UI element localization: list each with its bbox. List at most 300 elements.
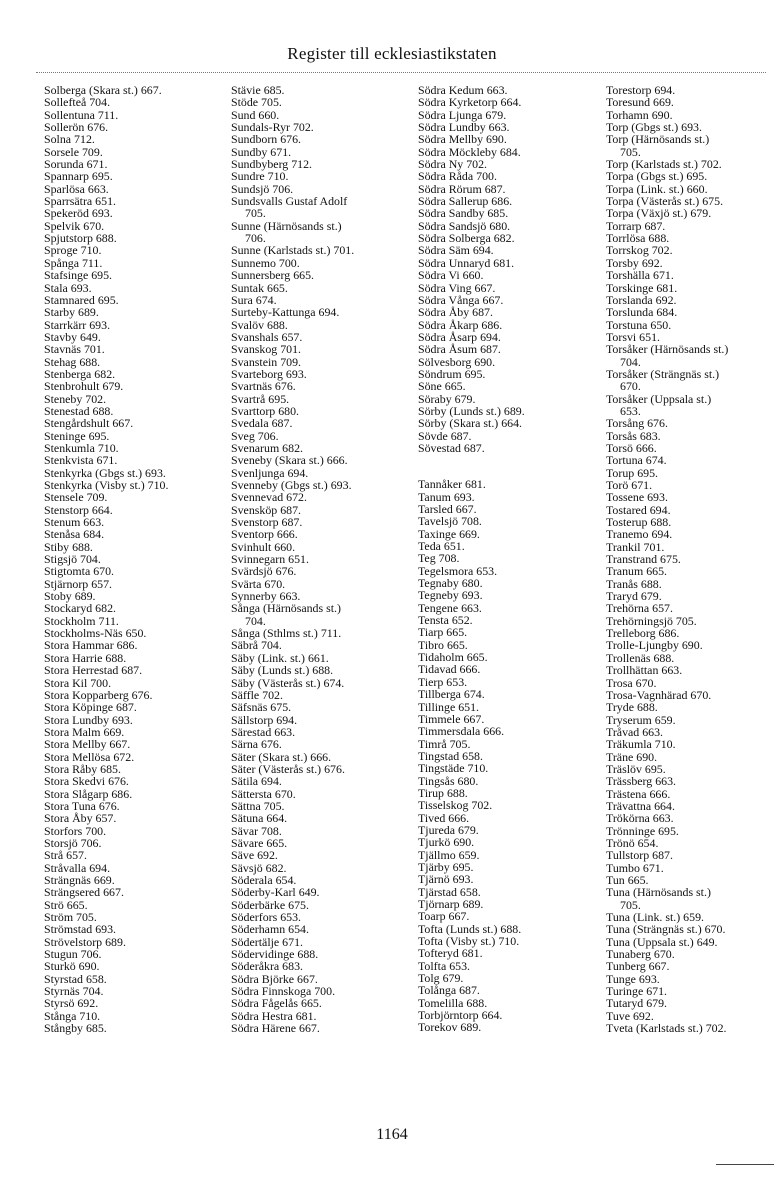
index-entry: Tveta (Karlstads st.) 702. <box>606 1021 727 1036</box>
index-entry: Svinhult 660. <box>231 539 296 554</box>
index-entry: Stenkumla 710. <box>44 440 119 455</box>
index-entry: Trehörna 657. <box>606 601 673 616</box>
index-entry: Söraby 679. <box>418 391 476 406</box>
index-entry: Stora Mellösa 672. <box>44 749 135 764</box>
index-entry: Tjörnarp 689. <box>418 897 484 911</box>
index-entry: Tannåker 681. <box>418 477 486 492</box>
index-entry: 706. <box>245 231 266 246</box>
index-entry: Tingsås 680. <box>418 773 479 788</box>
index-entry: Stora Mellby 667. <box>44 737 131 752</box>
index-entry: Sundsvalls Gustaf Adolf <box>231 194 348 209</box>
index-entry: Tjärnö 693. <box>418 872 474 887</box>
index-entry: Södra Kedum 663. <box>418 83 508 97</box>
index-entry: Tillberga 674. <box>418 687 485 702</box>
index-entry: Södra Råda 700. <box>418 169 497 184</box>
index-entry: Stoby 689. <box>44 589 96 604</box>
index-entry: Tidaholm 665. <box>418 650 488 665</box>
index-entry: Södra Mellby 690. <box>418 132 507 147</box>
index-entry: Stora Köpinge 687. <box>44 700 137 715</box>
index-entry: Stenberga 682. <box>44 366 116 381</box>
index-entry: Tisselskog 702. <box>418 798 493 813</box>
footer-rule <box>716 1164 774 1165</box>
index-entry: Stora Råby 685. <box>44 761 121 776</box>
index-entry: 704. <box>245 613 266 628</box>
index-entry: Tingstad 658. <box>418 748 483 763</box>
index-entry: Tegelsmora 653. <box>418 563 498 578</box>
index-entry: Sturkö 690. <box>44 959 100 974</box>
index-entry: Sävare 665. <box>231 835 288 850</box>
index-entry: Tråvad 663. <box>606 724 664 739</box>
index-entry: Svanshals 657. <box>231 329 303 344</box>
index-entry: Säfsnäs 675. <box>231 700 292 715</box>
index-entry: Sånga (Sthlms st.) 711. <box>231 626 342 641</box>
index-entry: Sävar 708. <box>231 823 282 838</box>
index-entry: Stamnared 695. <box>44 292 119 307</box>
index-entry: Svennevad 672. <box>231 490 307 505</box>
index-entry: Starby 689. <box>44 305 99 320</box>
index-entry: Svanstein 709. <box>231 354 302 369</box>
index-entry: Södra Sandsjö 680. <box>418 218 511 233</box>
index-entry: Södra Vi 660. <box>418 268 484 283</box>
index-entry: Torsåker (Strängnäs st.) <box>606 366 720 381</box>
index-entry: Sventorp 666. <box>231 527 298 542</box>
index-entry: Södra Hestra 681. <box>231 1008 317 1023</box>
index-entry: Sund 660. <box>231 107 280 122</box>
index-entry: Torsåker (Härnösands st.) <box>606 342 729 357</box>
index-entry: 705. <box>620 144 641 159</box>
index-entry: Tostared 694. <box>606 502 671 517</box>
index-entry: Tranås 688. <box>606 576 662 591</box>
index-entry: Svinnegarn 651. <box>231 552 309 567</box>
index-entry: Stöde 705. <box>231 95 282 110</box>
index-entry: Torpa (Link. st.) 660. <box>606 181 708 196</box>
index-entry: Sundsjö 706. <box>231 181 294 196</box>
index-entry: Södra Ljunga 679. <box>418 107 507 122</box>
page-number: 1164 <box>376 1126 408 1143</box>
index-entry: Trankil 701. <box>606 539 665 554</box>
index-entry: Stora Kil 700. <box>44 675 112 690</box>
index-entry: Sättna 705. <box>231 798 285 813</box>
index-entry: Säby (Lunds st.) 688. <box>231 663 334 678</box>
index-entry: Trollhättan 663. <box>606 663 683 678</box>
index-entry: Solberga (Skara st.) 667. <box>44 83 162 97</box>
index-entry: Tortuna 674. <box>606 453 667 468</box>
index-entry: Tunge 693. <box>606 971 660 986</box>
index-entry: Tranum 665. <box>606 564 668 579</box>
index-entry: Teg 708. <box>418 551 460 566</box>
index-entry: Svenljunga 694. <box>231 465 309 480</box>
index-entry: Sätuna 664. <box>231 811 288 826</box>
index-entry: Taxinge 669. <box>418 526 480 541</box>
index-entry: Sproge 710. <box>44 243 102 258</box>
index-entry: Strå 657. <box>44 848 87 863</box>
index-entry: Tumbo 671. <box>606 860 664 875</box>
index-entry: Sollefteå 704. <box>44 95 111 110</box>
index-entry: Steninge 695. <box>44 428 110 443</box>
index-entry: Sörby (Lunds st.) 689. <box>418 403 525 418</box>
index-entry: Stjärnorp 657. <box>44 576 113 591</box>
index-column-4 <box>606 84 770 1034</box>
index-entry: Torstuna 650. <box>606 317 672 332</box>
index-entry: Stora Lundby 693. <box>44 712 133 727</box>
index-entry: Säby (Västerås st.) 674. <box>231 675 345 690</box>
index-entry: Sävsjö 682. <box>231 860 287 875</box>
index-entry: Söderåkra 683. <box>231 959 303 974</box>
index-entry: Söderala 654. <box>231 873 297 887</box>
index-entry: Tossene 693. <box>606 490 668 505</box>
index-entry: Tingstäde 710. <box>418 761 489 776</box>
index-entry: Tuna (Strängnäs st.) 670. <box>606 922 726 937</box>
index-entry: Torhamn 690. <box>606 107 673 122</box>
index-entry: Tuna (Link. st.) 659. <box>606 910 704 925</box>
index-entry: Stiby 688. <box>44 539 93 554</box>
index-entry: Trollenäs 688. <box>606 650 675 665</box>
index-entry: Tryde 688. <box>606 700 658 715</box>
index-entry: Suntak 665. <box>231 280 288 295</box>
index-entry: Torrlösa 688. <box>606 231 670 246</box>
index-entry: Tofteryd 681. <box>418 946 483 961</box>
index-entry: Trökörna 663. <box>606 811 674 826</box>
index-entry: Trönö 654. <box>606 835 659 850</box>
index-entry: Svensköp 687. <box>231 502 302 517</box>
index-entry: Södra Ving 667. <box>418 280 496 295</box>
index-entry: Stenkvista 671. <box>44 453 118 468</box>
index-entry: Torrarp 687. <box>606 218 666 233</box>
index-entry: Timmele 667. <box>418 711 485 726</box>
index-entry: Tun 665. <box>606 873 649 887</box>
index-entry: Torpa (Gbgs st.) 695. <box>606 169 708 184</box>
index-entry: Svartnäs 676. <box>231 379 296 394</box>
index-entry: Södra Vånga 667. <box>418 292 504 307</box>
index-entry: Torestorp 694. <box>606 83 676 97</box>
index-entry: Södra Härene 667. <box>231 1021 320 1036</box>
index-entry: Sällstorp 694. <box>231 712 298 727</box>
index-entry: Sveneby (Skara st.) 666. <box>231 453 348 468</box>
index-entry: Söderby-Karl 649. <box>231 885 320 900</box>
index-entry: Svenneby (Gbgs st.) 693. <box>231 478 352 492</box>
index-entry: Strömstad 693. <box>44 922 117 937</box>
index-entry: Teda 651. <box>418 539 465 554</box>
index-entry: Svedala 687. <box>231 416 293 431</box>
index-entry: Styrsö 692. <box>44 996 99 1011</box>
index-entry: Sörby (Skara st.) 664. <box>418 416 523 431</box>
index-entry: Svalöv 688. <box>231 317 288 332</box>
index-entry: Tanum 693. <box>418 489 475 504</box>
index-entry: Styrnäs 704. <box>44 984 104 999</box>
index-entry: Torskinge 681. <box>606 280 678 295</box>
index-entry: Sunne (Härnösands st.) <box>231 218 342 233</box>
index-entry: Svenstorp 687. <box>231 515 303 530</box>
index-entry: Södra Åby 687. <box>418 305 493 320</box>
index-entry: Tuna (Härnösands st.) <box>606 885 711 900</box>
header-rule <box>36 72 766 73</box>
index-entry: Sölvesborg 690. <box>418 354 496 369</box>
index-entry: Svartrå 695. <box>231 391 290 406</box>
index-entry: Stafsinge 695. <box>44 268 113 283</box>
index-entry: Söderbärke 675. <box>231 897 309 912</box>
index-entry: Tunberg 667. <box>606 959 670 974</box>
index-entry: Stenstorp 664. <box>44 502 113 517</box>
index-entry: Synnerby 663. <box>231 589 301 604</box>
index-entry: Södra Sallerup 686. <box>418 194 513 209</box>
index-entry: Sollentuna 711. <box>44 107 119 122</box>
index-entry: Torp (Gbgs st.) 693. <box>606 120 702 135</box>
index-entry: Träne 690. <box>606 749 658 764</box>
index-entry: Spannarp 695. <box>44 169 113 184</box>
index-entry: Torsång 676. <box>606 416 668 431</box>
index-entry: Strängnäs 669. <box>44 873 115 887</box>
index-entry: Södra Sandby 685. <box>418 206 509 221</box>
index-entry: Torbjörntorp 664. <box>418 1008 503 1023</box>
index-entry: Stockholms-Näs 650. <box>44 626 147 641</box>
index-entry: 705. <box>620 897 641 912</box>
index-entry: Södra Unnaryd 681. <box>418 255 515 270</box>
index-entry: Tibro 665. <box>418 637 468 652</box>
index-entry: Spekeröd 693. <box>44 206 113 221</box>
index-entry: Stengårdshult 667. <box>44 416 134 431</box>
index-entry: 704. <box>620 354 641 369</box>
index-entry: Toarp 667. <box>418 909 470 924</box>
index-entry: Tomelilla 688. <box>418 995 488 1010</box>
index-entry: Strängsered 667. <box>44 885 124 900</box>
index-entry: Sätila 694. <box>231 774 282 789</box>
index-entry: Stora Slågarp 686. <box>44 786 133 801</box>
section-gap <box>418 454 600 478</box>
index-entry: Strö 665. <box>44 897 88 912</box>
index-entry: Tjällmo 659. <box>418 847 480 862</box>
index-entry: Tjureda 679. <box>418 822 479 837</box>
index-entry: Sunne (Karlstads st.) 701. <box>231 243 355 258</box>
index-entry: Södra Finnskoga 700. <box>231 984 336 999</box>
index-entry: Torshälla 671. <box>606 268 674 283</box>
index-entry: Tolfta 653. <box>418 958 471 973</box>
index-entry: Trästena 666. <box>606 786 671 801</box>
index-column-1 <box>44 84 226 1034</box>
index-entry: Stora Herrestad 687. <box>44 663 143 678</box>
index-entry: Trehörningsjö 705. <box>606 613 697 628</box>
index-entry: Södra Åkarp 686. <box>418 317 503 332</box>
index-entry: Tjurkö 690. <box>418 835 475 850</box>
index-entry: Torrskog 702. <box>606 243 673 258</box>
index-entry: Traryd 679. <box>606 589 662 604</box>
index-entry: Sorsele 709. <box>44 144 103 159</box>
index-entry: Sollerön 676. <box>44 120 109 135</box>
index-entry: Säffle 702. <box>231 687 283 702</box>
index-entry: 670. <box>620 379 641 394</box>
index-entry: Stora Kopparberg 676. <box>44 687 153 702</box>
index-entry: Torekov 689. <box>418 1020 482 1035</box>
index-entry: Sundborn 676. <box>231 132 302 147</box>
index-entry: Stigsjö 704. <box>44 552 101 567</box>
index-entry: Särestad 663. <box>231 724 296 739</box>
index-entry: Sövde 687. <box>418 428 472 443</box>
index-entry: Surteby-Kattunga 694. <box>231 305 340 320</box>
index-column-2 <box>231 84 413 1034</box>
index-entry: Torsö 666. <box>606 440 657 455</box>
index-entry: Spånga 711. <box>44 255 103 270</box>
index-entry: Trelleborg 686. <box>606 626 680 641</box>
index-entry: Spelvik 670. <box>44 218 105 233</box>
index-entry: Sundby 671. <box>231 144 292 159</box>
index-entry: Torslunda 684. <box>606 305 678 320</box>
index-entry: Trässberg 663. <box>606 774 677 789</box>
index-entry: Torsåker (Uppsala st.) <box>606 391 712 406</box>
index-entry: Stora Skedvi 676. <box>44 774 129 789</box>
index-entry: Strövelstorp 689. <box>44 934 126 949</box>
index-entry: Stångby 685. <box>44 1021 107 1036</box>
index-entry: Stenkyrka (Visby st.) 710. <box>44 478 169 492</box>
index-entry: Sättersta 670. <box>231 786 296 801</box>
index-entry: Stavby 649. <box>44 329 101 344</box>
index-entry: Södra Solberga 682. <box>418 231 515 246</box>
index-entry: Tunaberg 670. <box>606 947 675 962</box>
index-entry: Tosterup 688. <box>606 515 672 530</box>
index-entry: Säby (Link. st.) 661. <box>231 650 329 665</box>
index-entry: Tived 666. <box>418 810 470 825</box>
index-entry: Stugun 706. <box>44 947 102 962</box>
index-entry: Tolg 679. <box>418 971 464 986</box>
index-entry: Söderhamn 654. <box>231 922 309 937</box>
index-entry: Sundre 710. <box>231 169 289 184</box>
index-entry: Stigtomta 670. <box>44 564 115 579</box>
index-entry: Tullstorp 687. <box>606 848 673 863</box>
index-entry: Stehag 688. <box>44 354 101 369</box>
index-entry: Stockholm 711. <box>44 613 119 628</box>
index-entry: Sveg 706. <box>231 428 279 443</box>
index-entry: Torpa (Västerås st.) 675. <box>606 194 724 209</box>
index-entry: Stenestad 688. <box>44 403 114 418</box>
index-entry: Starrkärr 693. <box>44 317 111 332</box>
index-entry: Torö 671. <box>606 478 653 492</box>
index-entry: Stora Malm 669. <box>44 724 125 739</box>
index-entry: Södra Lundby 663. <box>418 120 510 135</box>
index-entry: Tillinge 651. <box>418 699 480 714</box>
index-entry: Torsby 692. <box>606 255 663 270</box>
index-entry: Stenbrohult 679. <box>44 379 124 394</box>
index-entry: 705. <box>245 206 266 221</box>
index-entry: Södra Kyrketorp 664. <box>418 95 522 110</box>
index-entry: Södra Åsarp 694. <box>418 329 501 344</box>
index-entry: Timmersdala 666. <box>418 724 505 739</box>
index-entry: Spjutstorp 688. <box>44 231 117 246</box>
index-entry: Stävie 685. <box>231 83 285 97</box>
index-entry: Torpa (Växjö st.) 679. <box>606 206 712 221</box>
index-entry: Tuve 692. <box>606 1008 654 1023</box>
index-entry: Stenkyrka (Gbgs st.) 693. <box>44 465 166 480</box>
index-entry: Svärdsjö 676. <box>231 564 297 579</box>
index-entry: Stora Tuna 676. <box>44 798 120 813</box>
index-entry: Torp (Karlstads st.) 702. <box>606 157 722 172</box>
index-entry: Tegnaby 680. <box>418 576 483 591</box>
index-entry: Söne 665. <box>418 379 466 394</box>
index-entry: Träkumla 710. <box>606 737 676 752</box>
index-entry: Trönninge 695. <box>606 823 679 838</box>
index-entry: Transtrand 675. <box>606 552 681 567</box>
index-entry: Tofta (Lunds st.) 688. <box>418 921 522 936</box>
index-entry: Södra Björke 667. <box>231 971 318 986</box>
index-entry: Tutaryd 679. <box>606 996 668 1011</box>
index-entry: Tidavad 666. <box>418 662 481 677</box>
index-entry: Sparlösa 663. <box>44 181 109 196</box>
index-entry: Svenarum 682. <box>231 440 303 455</box>
index-entry: Solna 712. <box>44 132 95 147</box>
index-entry: Trosa 670. <box>606 675 657 690</box>
index-entry: Sunnersberg 665. <box>231 268 315 283</box>
index-entry: Torsås 683. <box>606 428 661 443</box>
index-entry: Södertälje 671. <box>231 934 303 949</box>
index-entry: Tiarp 665. <box>418 625 468 640</box>
index-entry: Trosa-Vagnhärad 670. <box>606 687 712 702</box>
index-entry: Sundbyberg 712. <box>231 157 313 172</box>
index-entry: Södra Ny 702. <box>418 157 488 172</box>
index-entry: Tarsled 667. <box>418 502 477 516</box>
index-entry: Stora Harrie 688. <box>44 650 127 665</box>
page-title: Register till ecklesiastikstaten <box>287 44 497 63</box>
index-entry: Tjärstad 658. <box>418 884 481 899</box>
index-entry: Storfors 700. <box>44 823 107 838</box>
index-entry: Stånga 710. <box>44 1008 101 1023</box>
index-entry: Timrå 705. <box>418 736 471 751</box>
index-entry: Stenum 663. <box>44 515 105 530</box>
index-entry: Sundals-Ryr 702. <box>231 120 314 135</box>
index-entry: Trävattna 664. <box>606 798 675 813</box>
index-entry: Tryserum 659. <box>606 712 676 727</box>
index-entry: Södra Rörum 687. <box>418 181 506 196</box>
index-entry: Särna 676. <box>231 737 282 752</box>
index-entry: Torslanda 692. <box>606 292 677 307</box>
index-entry: Tjärby 695. <box>418 859 474 874</box>
index-entry: Södra Möckleby 684. <box>418 144 521 159</box>
index-entry: Svarttorp 680. <box>231 403 300 418</box>
index-entry: Torup 695. <box>606 465 659 480</box>
index-entry: Stora Åby 657. <box>44 811 117 826</box>
index-entry: Torsvi 651. <box>606 329 660 344</box>
index-entry: Tranemo 694. <box>606 527 673 542</box>
index-entry: Södra Fågelås 665. <box>231 996 322 1011</box>
index-entry: Torp (Härnösands st.) <box>606 132 710 147</box>
index-entry: Stora Hammar 686. <box>44 638 138 653</box>
index-entry: Tolånga 687. <box>418 983 480 998</box>
index-entry: Stockaryd 682. <box>44 601 116 616</box>
index-entry: Tavelsjö 708. <box>418 514 482 529</box>
index-entry: Svanskog 701. <box>231 342 302 357</box>
index-entry: Stenåsa 684. <box>44 527 105 542</box>
index-entry: Styrstad 658. <box>44 971 107 986</box>
index-entry: Tensta 652. <box>418 613 473 628</box>
index-entry: Steneby 702. <box>44 391 107 406</box>
index-column-3 <box>418 84 600 1034</box>
index-entry: Tofta (Visby st.) 710. <box>418 934 520 949</box>
index-entry: Sunnemo 700. <box>231 255 300 270</box>
index-entry: Stala 693. <box>44 280 92 295</box>
index-entry: Tengene 663. <box>418 600 482 615</box>
index-entry: Storsjö 706. <box>44 835 102 850</box>
index-entry: Trolle-Ljungby 690. <box>606 638 703 653</box>
index-entry: Sövestad 687. <box>418 440 485 455</box>
index-entry: Södra Säm 694. <box>418 243 494 258</box>
index-entry: Sura 674. <box>231 292 277 307</box>
index-entry: Tirup 688. <box>418 785 468 800</box>
index-entry: Söderfors 653. <box>231 910 302 925</box>
index-entry: Sånga (Härnösands st.) <box>231 601 341 616</box>
index-entry: Stråvalla 694. <box>44 860 111 875</box>
index-entry: Tuna (Uppsala st.) 649. <box>606 934 718 949</box>
index-entry: Träslöv 695. <box>606 761 666 776</box>
index-entry: Svärta 670. <box>231 576 286 591</box>
index-entry: 653. <box>620 403 641 418</box>
index-entry: Tegneby 693. <box>418 588 483 603</box>
index-entry: Tierp 653. <box>418 674 468 689</box>
